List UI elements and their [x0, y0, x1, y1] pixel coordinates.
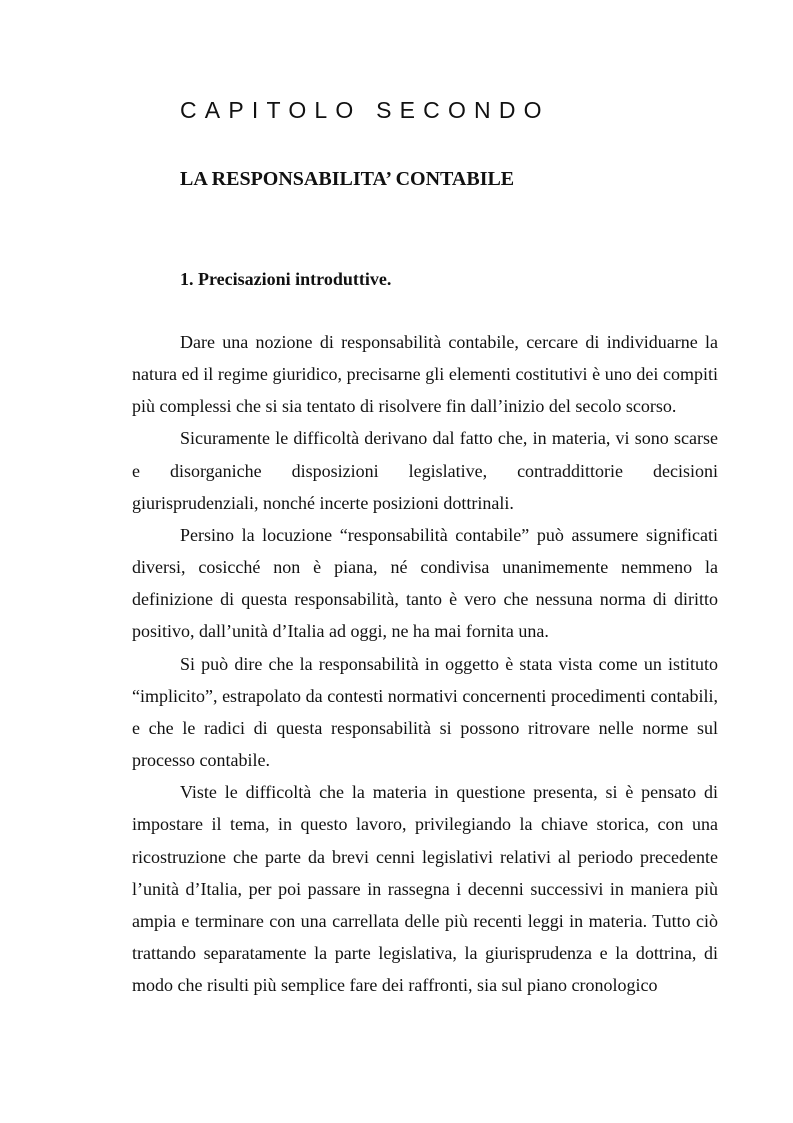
paragraph: Si può dire che la responsabilità in oggetto è stata vista come un istituto “implicito”, estrapolato da contesti normativi concernenti procedimenti contabili, e che le radici di questa responsabilità si possono ritrovare nelle norme sul processo contabile. [132, 653, 718, 771]
paragraph: Sicuramente le difficoltà derivano dal fatto che, in materia, vi sono scarse e disorganiche disposizioni legislative, contraddittorie decisioni giurisprudenziali, nonché incerte posizioni dottrinali. [132, 428, 718, 513]
body-text [132, 326, 718, 1001]
paragraph: Dare una nozione di responsabilità contabile, cercare di individuarne la natura ed il regime giuridico, precisarne gli elementi costitutivi è uno dei compiti più complessi che si sia tentato di risolvere fin dall’inizio del secolo scorso. [132, 332, 718, 417]
paragraph: Viste le difficoltà che la materia in questione presenta, si è pensato di impostare il tema, in questo lavoro, privilegiando la chiave storica, con una ricostruzione che parte da brevi cenni legislativi relativi al periodo precedente l’unità d’Italia, per poi passare in rassegna i decenni successivi in maniera più ampia e terminare con una carrellata delle più recenti leggi in materia. Tutto ciò trattando separatamente la parte legislativa, la giurisprudenza e la dottrina, di modo che risulti più semplice fare dei raffronti, sia sul piano cronologico [132, 782, 718, 996]
chapter-title: CAPITOLO SECONDO [180, 97, 550, 123]
paragraph: Persino la locuzione “responsabilità contabile” può assumere significati diversi, cosicché non è piana, né condivisa unanimemente nemmeno la definizione di questa responsabilità, tanto è vero che nessuna norma di diritto positivo, dall’unità d’Italia ad oggi, ne ha mai fornita una. [132, 524, 718, 642]
section-title: 1. Precisazioni introduttive. [180, 269, 392, 289]
chapter-subtitle: LA RESPONSABILITA’ CONTABILE [180, 168, 515, 190]
